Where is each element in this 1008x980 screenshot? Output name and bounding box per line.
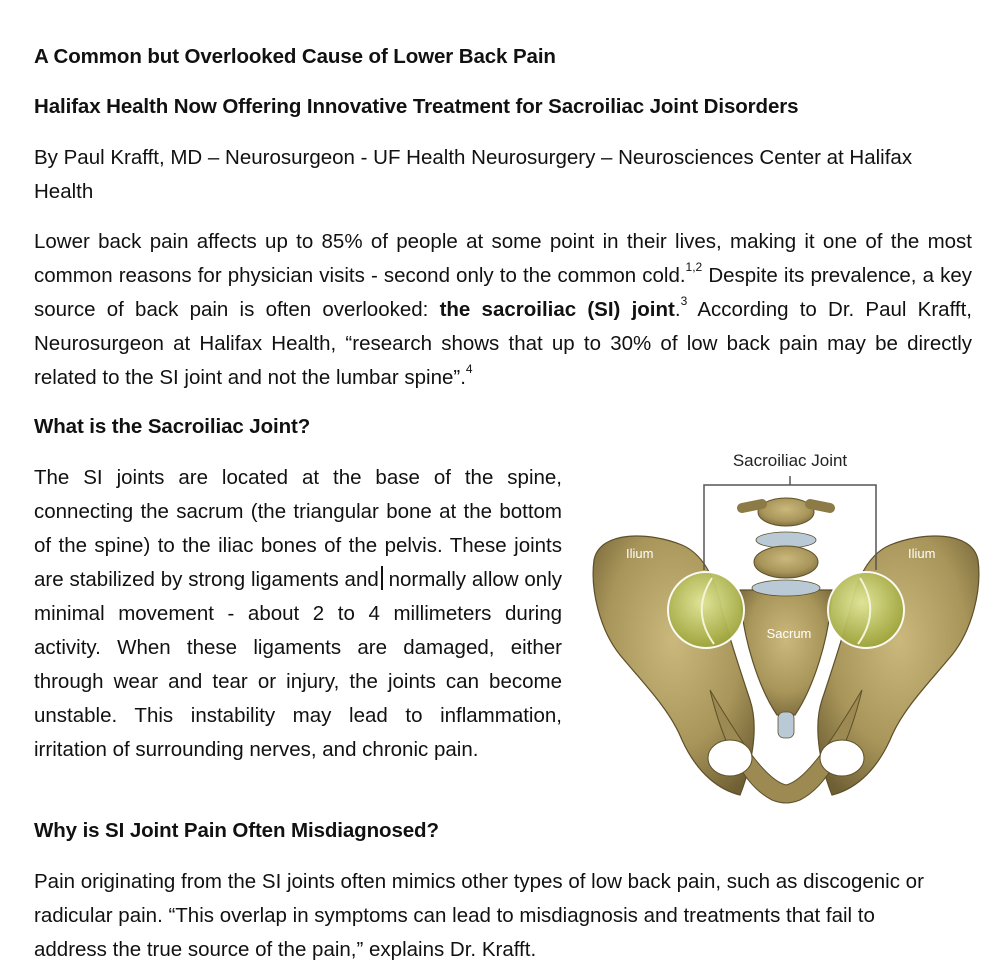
footnote-ref-3[interactable]: 3 — [680, 294, 688, 309]
sacrum-bone — [740, 590, 832, 715]
text-cursor — [381, 566, 383, 590]
disc-lower — [752, 580, 820, 596]
intro-text-4: According to Dr. Paul Krafft, Neurosurgeon at Halifax Health, “research shows that up to 30% of low back pain may be directly related to the SI joint and not the lumbar spine”. — [34, 298, 972, 389]
article-subtitle: Halifax Health Now Offering Innovative Treatment for Sacroiliac Joint Disorders — [34, 95, 799, 118]
figure-title: Sacroiliac Joint — [732, 451, 848, 470]
intro-text-2: Despite its prevalence, a key source of back pain is often overlooked: — [34, 264, 972, 321]
vertebra-lower — [754, 546, 818, 578]
pelvis-illustration — [590, 440, 982, 812]
section2-paragraph: Pain originating from the SI joints often mimics other types of low back pain, such as discogenic or radicular pain. “This overlap in symptoms can lead to misdiagnosis and treatments that fail to address the true source of the pain,” explains Dr. Krafft. — [34, 870, 924, 961]
label-ilium-right: Ilium — [908, 546, 936, 561]
section-heading-what-is-si-joint: What is the Sacroiliac Joint? — [34, 415, 311, 438]
right-si-joint-highlight — [828, 572, 904, 648]
label-ilium-left: Ilium — [626, 546, 654, 561]
byline: By Paul Krafft, MD – Neurosurgeon - UF Health Neurosurgery – Neurosciences Center at Halifax Health — [34, 146, 913, 203]
left-obturator-foramen — [708, 740, 752, 776]
footnote-ref-4[interactable]: 4 — [465, 362, 473, 377]
intro-paragraph — [34, 225, 972, 395]
footnote-ref-1-2[interactable]: 1,2 — [685, 260, 703, 275]
intro-text-3: . — [674, 298, 681, 321]
intro-text-1: Lower back pain affects up to 85% of people at some point in their lives, making it one of the most common reasons for physician visits - second only to the common cold. — [34, 230, 972, 287]
coccyx-disc — [778, 712, 794, 738]
section1-paragraph[interactable] — [34, 461, 562, 767]
section1-text-cont: normally allow only minimal movement - about 2 to 4 millimeters during activity. When these ligaments are damaged, either through wear and tear or injury, the joints can become unstable. This instability may lead to inflammation, irritation of surrounding nerves, and chronic pain. — [34, 568, 562, 761]
label-sacrum: Sacrum — [766, 626, 812, 641]
section1-text: The SI joints are located at the base of the spine, connecting the sacrum (the triangular bone at the bottom of the spine) to the iliac bones of the pelvis. These joints are stabilized by strong ligaments and — [34, 466, 562, 591]
right-obturator-foramen — [820, 740, 864, 776]
article-title: A Common but Overlooked Cause of Lower Back Pain — [34, 45, 556, 68]
section-heading-misdiagnosed: Why is SI Joint Pain Often Misdiagnosed? — [34, 819, 439, 842]
sacroiliac-joint-figure — [590, 440, 982, 812]
intro-bold-si-joint: the sacroiliac (SI) joint — [439, 298, 675, 321]
left-si-joint-highlight — [668, 572, 744, 648]
